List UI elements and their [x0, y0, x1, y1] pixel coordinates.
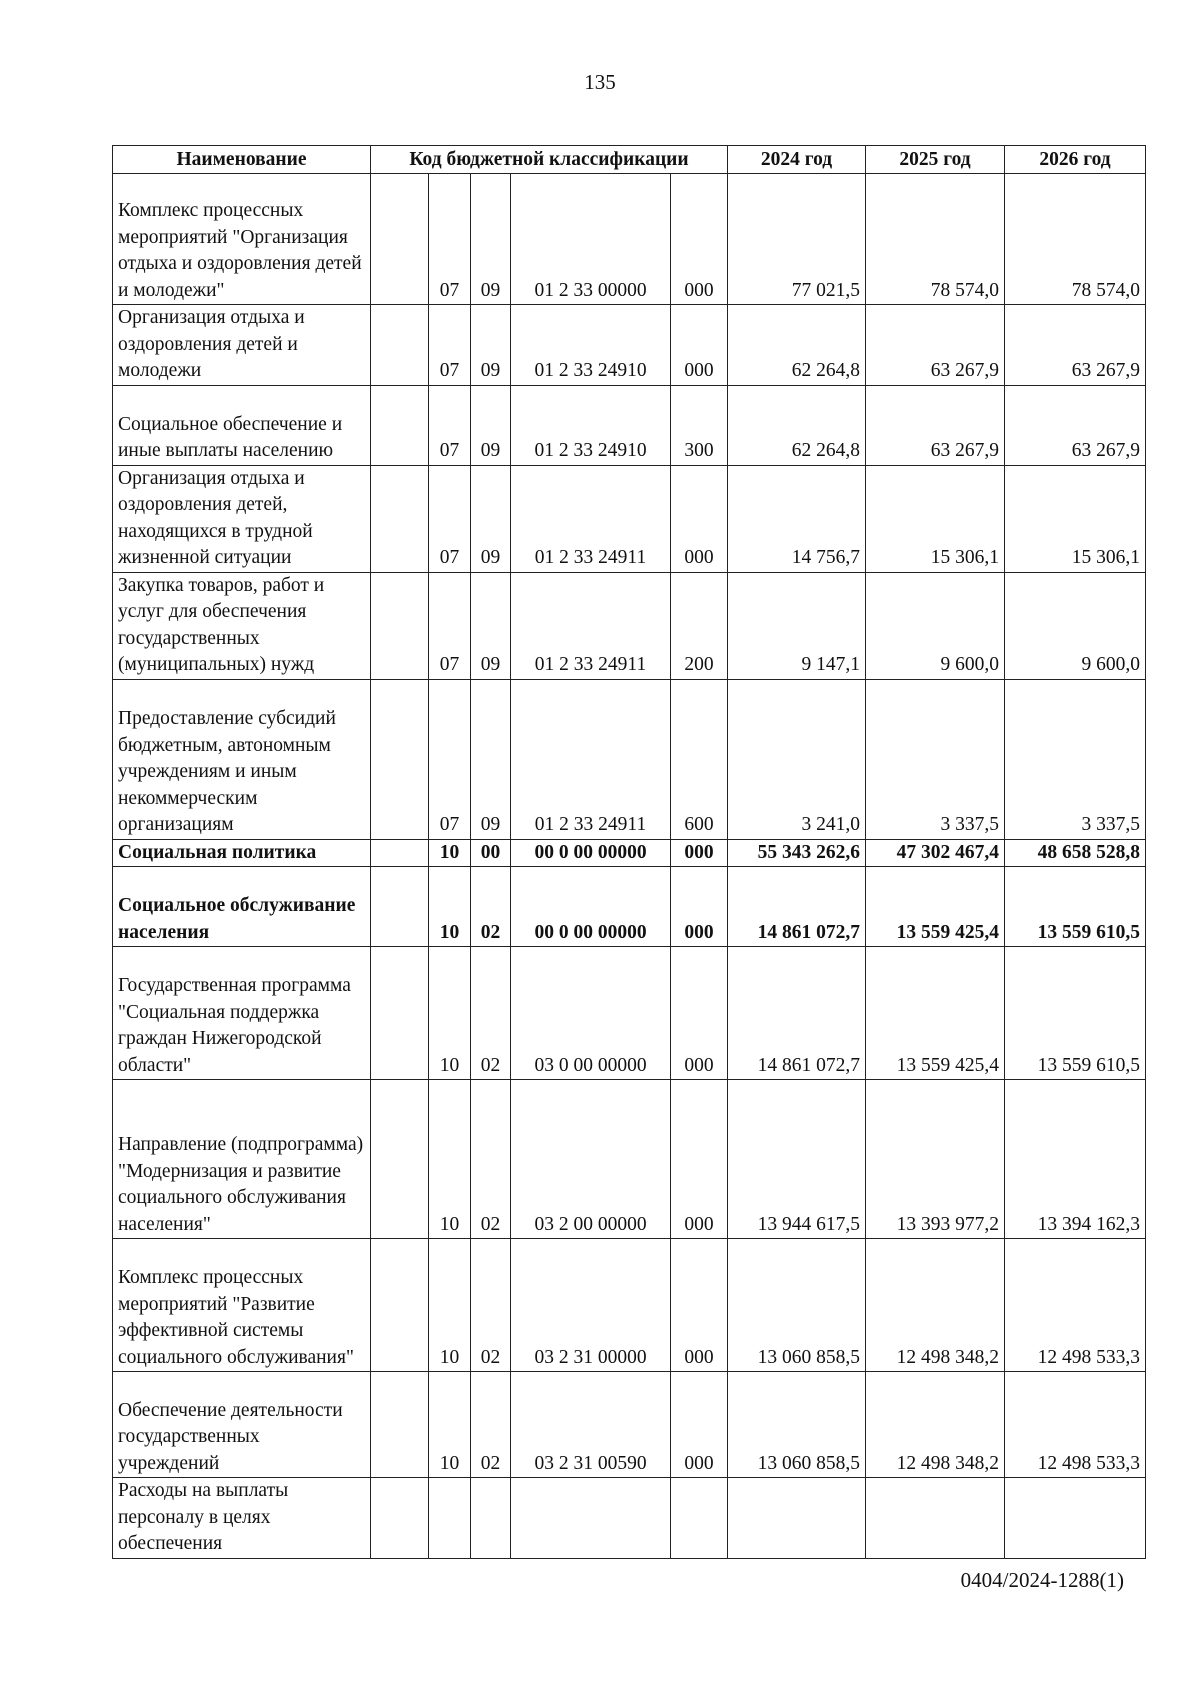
value-2024: 13 060 858,5 — [728, 1239, 866, 1372]
value-2026: 13 559 610,5 — [1005, 947, 1146, 1080]
value-2025: 15 306,1 — [866, 465, 1005, 572]
spacer-cell — [371, 947, 429, 1080]
vr-cell: 000 — [671, 465, 728, 572]
csr-cell: 01 2 33 24911 — [511, 679, 671, 839]
table-row — [113, 1080, 1146, 1239]
value-2024: 14 756,7 — [728, 465, 866, 572]
spacer-cell — [371, 1239, 429, 1372]
header-2024: 2024 год — [728, 146, 866, 174]
vr-cell: 000 — [671, 1239, 728, 1372]
value-2026: 63 267,9 — [1005, 305, 1146, 386]
value-2025: 12 498 348,2 — [866, 1239, 1005, 1372]
podrazdel-cell: 09 — [471, 305, 511, 386]
value-2026: 78 574,0 — [1005, 174, 1146, 305]
csr-cell: 03 2 00 00000 — [511, 1080, 671, 1239]
csr-cell: 01 2 33 24910 — [511, 385, 671, 465]
razdel-cell: 10 — [429, 867, 471, 947]
row-name: Расходы на выплаты персоналу в целях обеспечения — [113, 1478, 371, 1559]
table-row — [113, 947, 1146, 1080]
vr-cell: 200 — [671, 572, 728, 679]
csr-cell: 01 2 33 24911 — [511, 572, 671, 679]
vr-cell — [671, 1478, 728, 1559]
podrazdel-cell: 09 — [471, 385, 511, 465]
value-2025 — [866, 1478, 1005, 1559]
value-2026: 63 267,9 — [1005, 385, 1146, 465]
value-2026: 9 600,0 — [1005, 572, 1146, 679]
spacer-cell — [371, 174, 429, 305]
value-2024: 62 264,8 — [728, 305, 866, 386]
spacer-cell — [371, 839, 429, 867]
csr-cell: 03 2 31 00590 — [511, 1372, 671, 1478]
row-name: Организация отдыха и оздоровления детей, находящихся в трудной жизненной ситуации — [113, 465, 371, 572]
value-2025: 12 498 348,2 — [866, 1372, 1005, 1478]
spacer-cell — [371, 305, 429, 386]
page-number: 135 — [584, 70, 616, 94]
vr-cell: 000 — [671, 1080, 728, 1239]
podrazdel-cell: 02 — [471, 867, 511, 947]
csr-cell — [511, 1478, 671, 1559]
razdel-cell: 10 — [429, 1080, 471, 1239]
table-row — [113, 465, 1146, 572]
row-name: Предоставление субсидий бюджетным, автономным учреждениям и иным некоммерческим организациям — [113, 679, 371, 839]
podrazdel-cell: 09 — [471, 465, 511, 572]
document-id: 0404/2024-1288(1) — [960, 1568, 1124, 1592]
value-2024: 3 241,0 — [728, 679, 866, 839]
value-2025: 63 267,9 — [866, 385, 1005, 465]
vr-cell: 600 — [671, 679, 728, 839]
value-2026: 13 394 162,3 — [1005, 1080, 1146, 1239]
podrazdel-cell — [471, 1478, 511, 1559]
row-name: Комплекс процессных мероприятий "Организация отдыха и оздоровления детей и молодежи" — [113, 174, 371, 305]
podrazdel-cell: 09 — [471, 572, 511, 679]
row-name: Закупка товаров, работ и услуг для обеспечения государственных (муниципальных) нужд — [113, 572, 371, 679]
table-header-row — [113, 146, 1146, 174]
spacer-cell — [371, 1372, 429, 1478]
razdel-cell: 10 — [429, 1372, 471, 1478]
razdel-cell: 10 — [429, 1239, 471, 1372]
value-2026: 48 658 528,8 — [1005, 839, 1146, 867]
csr-cell: 01 2 33 00000 — [511, 174, 671, 305]
razdel-cell: 07 — [429, 174, 471, 305]
value-2025: 13 559 425,4 — [866, 947, 1005, 1080]
razdel-cell: 07 — [429, 305, 471, 386]
value-2024: 77 021,5 — [728, 174, 866, 305]
table-row — [113, 839, 1146, 867]
budget-table — [112, 145, 1146, 1559]
row-name: Государственная программа "Социальная поддержка граждан Нижегородской области" — [113, 947, 371, 1080]
spacer-cell — [371, 385, 429, 465]
value-2026: 15 306,1 — [1005, 465, 1146, 572]
row-name: Организация отдыха и оздоровления детей и молодежи — [113, 305, 371, 386]
table-row — [113, 1372, 1146, 1478]
vr-cell: 000 — [671, 867, 728, 947]
podrazdel-cell: 02 — [471, 1080, 511, 1239]
row-name: Социальная политика — [113, 839, 371, 867]
spacer-cell — [371, 572, 429, 679]
vr-cell: 000 — [671, 305, 728, 386]
table-row — [113, 174, 1146, 305]
value-2026 — [1005, 1478, 1146, 1559]
value-2025: 78 574,0 — [866, 174, 1005, 305]
csr-cell: 01 2 33 24910 — [511, 305, 671, 386]
csr-cell: 01 2 33 24911 — [511, 465, 671, 572]
row-name: Социальное обслуживание населения — [113, 867, 371, 947]
spacer-cell — [371, 679, 429, 839]
value-2024: 55 343 262,6 — [728, 839, 866, 867]
csr-cell: 00 0 00 00000 — [511, 839, 671, 867]
podrazdel-cell: 09 — [471, 679, 511, 839]
podrazdel-cell: 09 — [471, 174, 511, 305]
row-name: Направление (подпрограмма) "Модернизация и развитие социального обслуживания населения" — [113, 1080, 371, 1239]
podrazdel-cell: 02 — [471, 947, 511, 1080]
spacer-cell — [371, 465, 429, 572]
value-2024: 14 861 072,7 — [728, 867, 866, 947]
csr-cell: 03 0 00 00000 — [511, 947, 671, 1080]
table-row — [113, 1239, 1146, 1372]
value-2025: 13 559 425,4 — [866, 867, 1005, 947]
table-row — [113, 305, 1146, 386]
row-name: Социальное обеспечение и иные выплаты населению — [113, 385, 371, 465]
table-row — [113, 1478, 1146, 1559]
value-2024: 13 944 617,5 — [728, 1080, 866, 1239]
header-name: Наименование — [113, 146, 371, 174]
value-2024: 9 147,1 — [728, 572, 866, 679]
value-2025: 9 600,0 — [866, 572, 1005, 679]
spacer-cell — [371, 1478, 429, 1559]
podrazdel-cell: 02 — [471, 1372, 511, 1478]
value-2024 — [728, 1478, 866, 1559]
row-name: Обеспечение деятельности государственных учреждений — [113, 1372, 371, 1478]
vr-cell: 000 — [671, 947, 728, 1080]
vr-cell: 000 — [671, 174, 728, 305]
razdel-cell: 10 — [429, 839, 471, 867]
value-2024: 13 060 858,5 — [728, 1372, 866, 1478]
value-2024: 62 264,8 — [728, 385, 866, 465]
podrazdel-cell: 00 — [471, 839, 511, 867]
csr-cell: 00 0 00 00000 — [511, 867, 671, 947]
razdel-cell: 07 — [429, 465, 471, 572]
value-2026: 12 498 533,3 — [1005, 1239, 1146, 1372]
value-2025: 13 393 977,2 — [866, 1080, 1005, 1239]
value-2026: 13 559 610,5 — [1005, 867, 1146, 947]
table-row — [113, 867, 1146, 947]
razdel-cell: 07 — [429, 679, 471, 839]
podrazdel-cell: 02 — [471, 1239, 511, 1372]
razdel-cell: 10 — [429, 947, 471, 1080]
razdel-cell: 07 — [429, 572, 471, 679]
value-2025: 63 267,9 — [866, 305, 1005, 386]
value-2025: 47 302 467,4 — [866, 839, 1005, 867]
vr-cell: 000 — [671, 839, 728, 867]
value-2025: 3 337,5 — [866, 679, 1005, 839]
csr-cell: 03 2 31 00000 — [511, 1239, 671, 1372]
razdel-cell — [429, 1478, 471, 1559]
value-2026: 12 498 533,3 — [1005, 1372, 1146, 1478]
header-2025: 2025 год — [866, 146, 1005, 174]
spacer-cell — [371, 1080, 429, 1239]
table-row — [113, 679, 1146, 839]
table-row — [113, 572, 1146, 679]
value-2026: 3 337,5 — [1005, 679, 1146, 839]
table-row — [113, 385, 1146, 465]
header-2026: 2026 год — [1005, 146, 1146, 174]
spacer-cell — [371, 867, 429, 947]
vr-cell: 300 — [671, 385, 728, 465]
header-code: Код бюджетной классификации — [371, 146, 728, 174]
value-2024: 14 861 072,7 — [728, 947, 866, 1080]
razdel-cell: 07 — [429, 385, 471, 465]
row-name: Комплекс процессных мероприятий "Развитие эффективной системы социального обслуживания" — [113, 1239, 371, 1372]
vr-cell: 000 — [671, 1372, 728, 1478]
